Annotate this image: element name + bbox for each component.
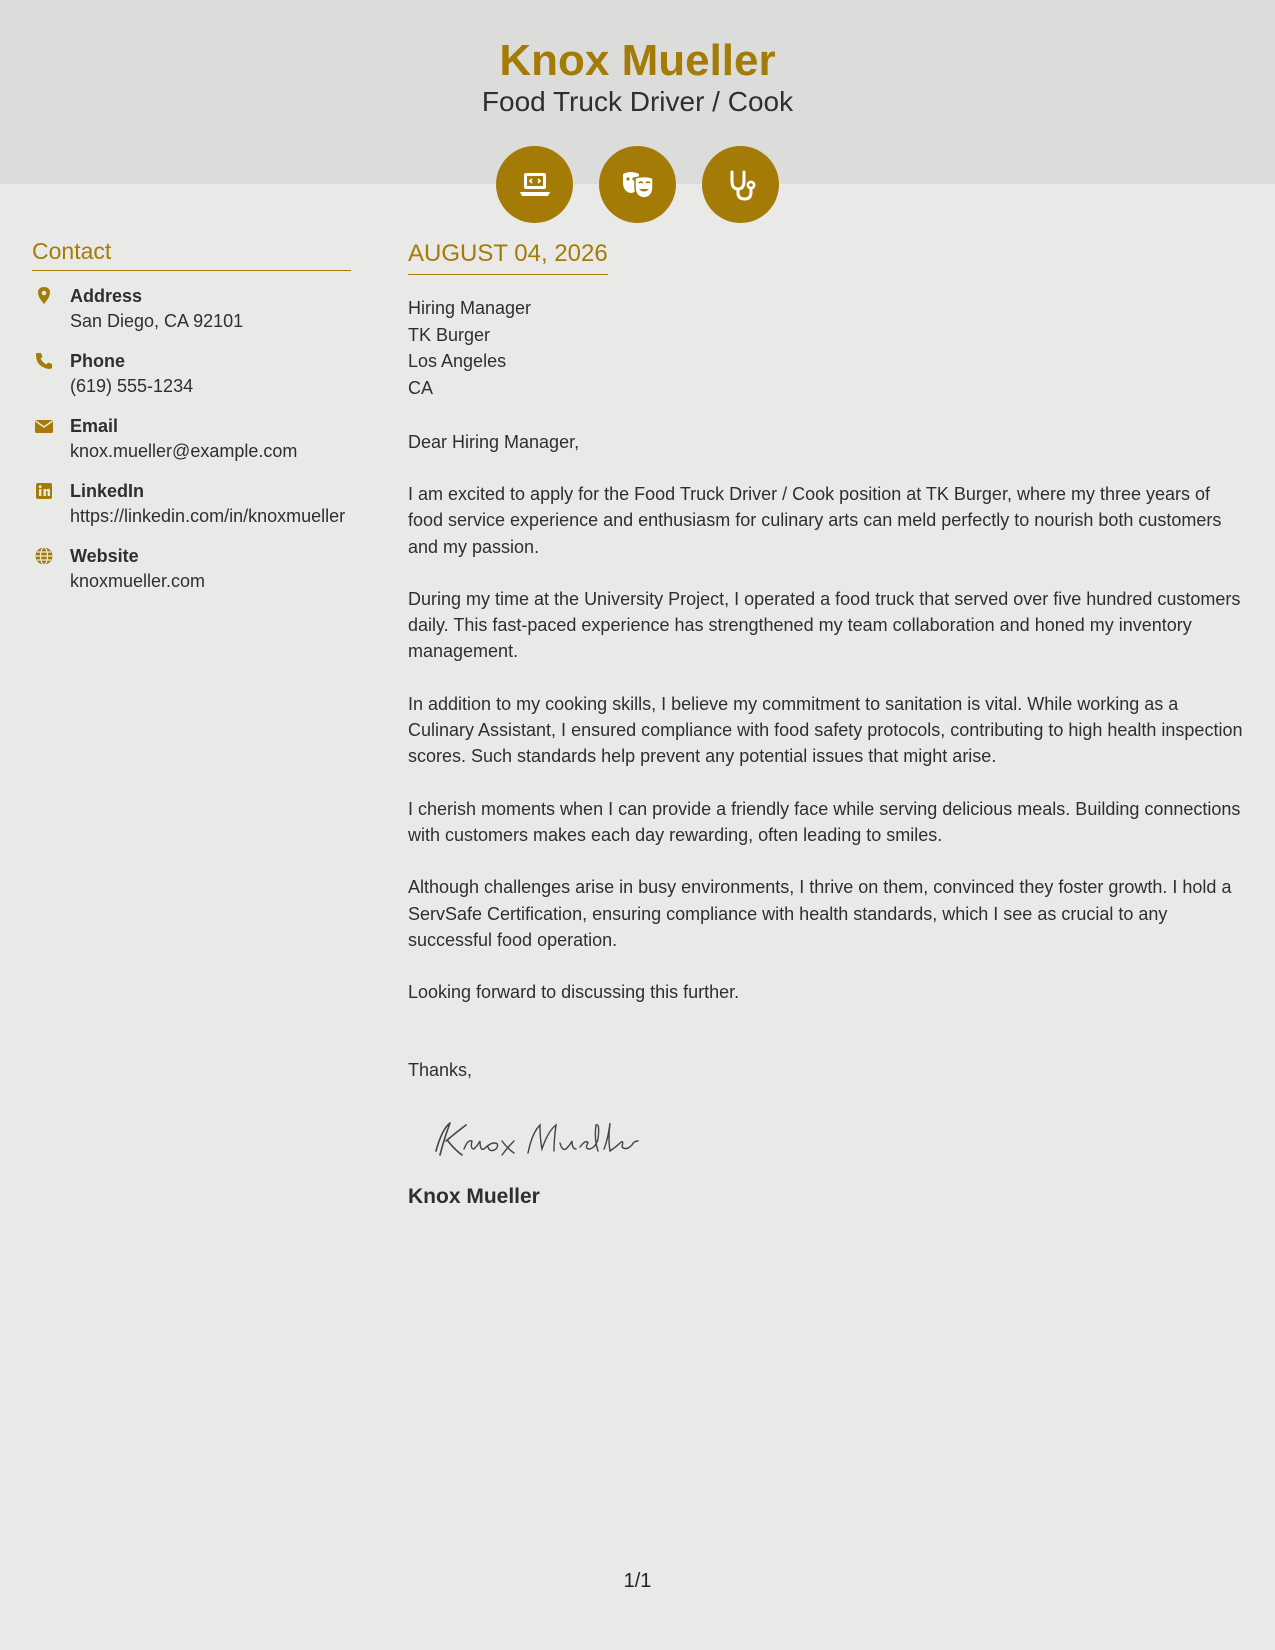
contact-website — [32, 544, 351, 594]
page-number: 1/1 — [623, 1570, 652, 1592]
recipient-line: Los Angeles — [408, 351, 507, 371]
recipient-block — [408, 295, 1243, 401]
contact-value: San Diego, CA 92101 — [70, 311, 244, 331]
stethoscope-icon — [702, 146, 779, 223]
recipient-line: TK Burger — [408, 324, 491, 345]
letter-paragraph: During my time at the University Project, I operated a food truck that served over five hundred customers daily. This fast-paced experience has strengthened my team collaboration and honed my inventory management. — [408, 588, 1241, 662]
map-pin-icon — [32, 284, 70, 334]
contact-address — [32, 284, 351, 334]
contact-label: Email — [70, 416, 119, 436]
signer-name: Knox Mueller — [408, 1185, 540, 1209]
laptop-code-icon — [496, 146, 573, 223]
letter-paragraph: I am excited to apply for the Food Truck Driver / Cook position at TK Burger, where my three years of food service experience and enthusiasm for culinary arts can meld perfectly to nourish both customers and my passion. — [408, 484, 1222, 557]
contact-email — [32, 414, 351, 464]
candidate-name: Knox Mueller — [499, 36, 776, 85]
contact-label: Phone — [70, 351, 126, 371]
contact-value[interactable]: https://linkedin.com/in/knoxmueller — [70, 506, 346, 526]
contact-phone — [32, 349, 351, 399]
phone-icon — [32, 349, 70, 399]
contact-value[interactable]: knox.mueller@example.com — [70, 441, 298, 461]
letter-body — [408, 240, 1243, 1209]
theater-masks-icon — [599, 146, 676, 223]
letter-paragraph: I cherish moments when I can provide a friendly face while serving delicious meals. Building connections with customers makes each day rewarding, often leading to smiles. — [408, 798, 1241, 845]
contact-label: LinkedIn — [70, 481, 145, 501]
recipient-line: Hiring Manager — [408, 298, 532, 318]
letter-paragraph: Looking forward to discussing this further. — [408, 982, 740, 1003]
globe-icon — [32, 544, 70, 594]
linkedin-icon — [32, 479, 70, 529]
contact-heading: Contact — [32, 238, 351, 271]
letter-date: AUGUST 04, 2026 — [408, 240, 608, 275]
greeting: Dear Hiring Manager, — [408, 432, 580, 452]
contact-value: (619) 555-1234 — [70, 376, 194, 396]
icon-row — [0, 146, 1275, 223]
signature-image — [428, 1109, 1243, 1169]
letter-paragraph: In addition to my cooking skills, I believe my commitment to sanitation is vital. While working as a Culinary Assistant, I ensured compliance with food safety protocols, contributing to high health inspection scores. Such standards help prevent any potential issues that might arise. — [408, 693, 1243, 767]
recipient-line: CA — [408, 377, 434, 398]
closing: Thanks, — [408, 1060, 473, 1081]
contact-label: Website — [70, 546, 139, 566]
contact-linkedin — [32, 479, 351, 529]
letter-paragraph: Although challenges arise in busy environments, I thrive on them, convinced they foster growth. I hold a ServSafe Certification, ensuring compliance with health standards, which I see as crucial to any successful food operation. — [408, 877, 1232, 950]
contact-label: Address — [70, 286, 143, 306]
candidate-title: Food Truck Driver / Cook — [481, 86, 794, 117]
envelope-icon — [32, 414, 70, 464]
contact-value[interactable]: knoxmueller.com — [70, 571, 206, 591]
contact-sidebar — [32, 238, 351, 609]
